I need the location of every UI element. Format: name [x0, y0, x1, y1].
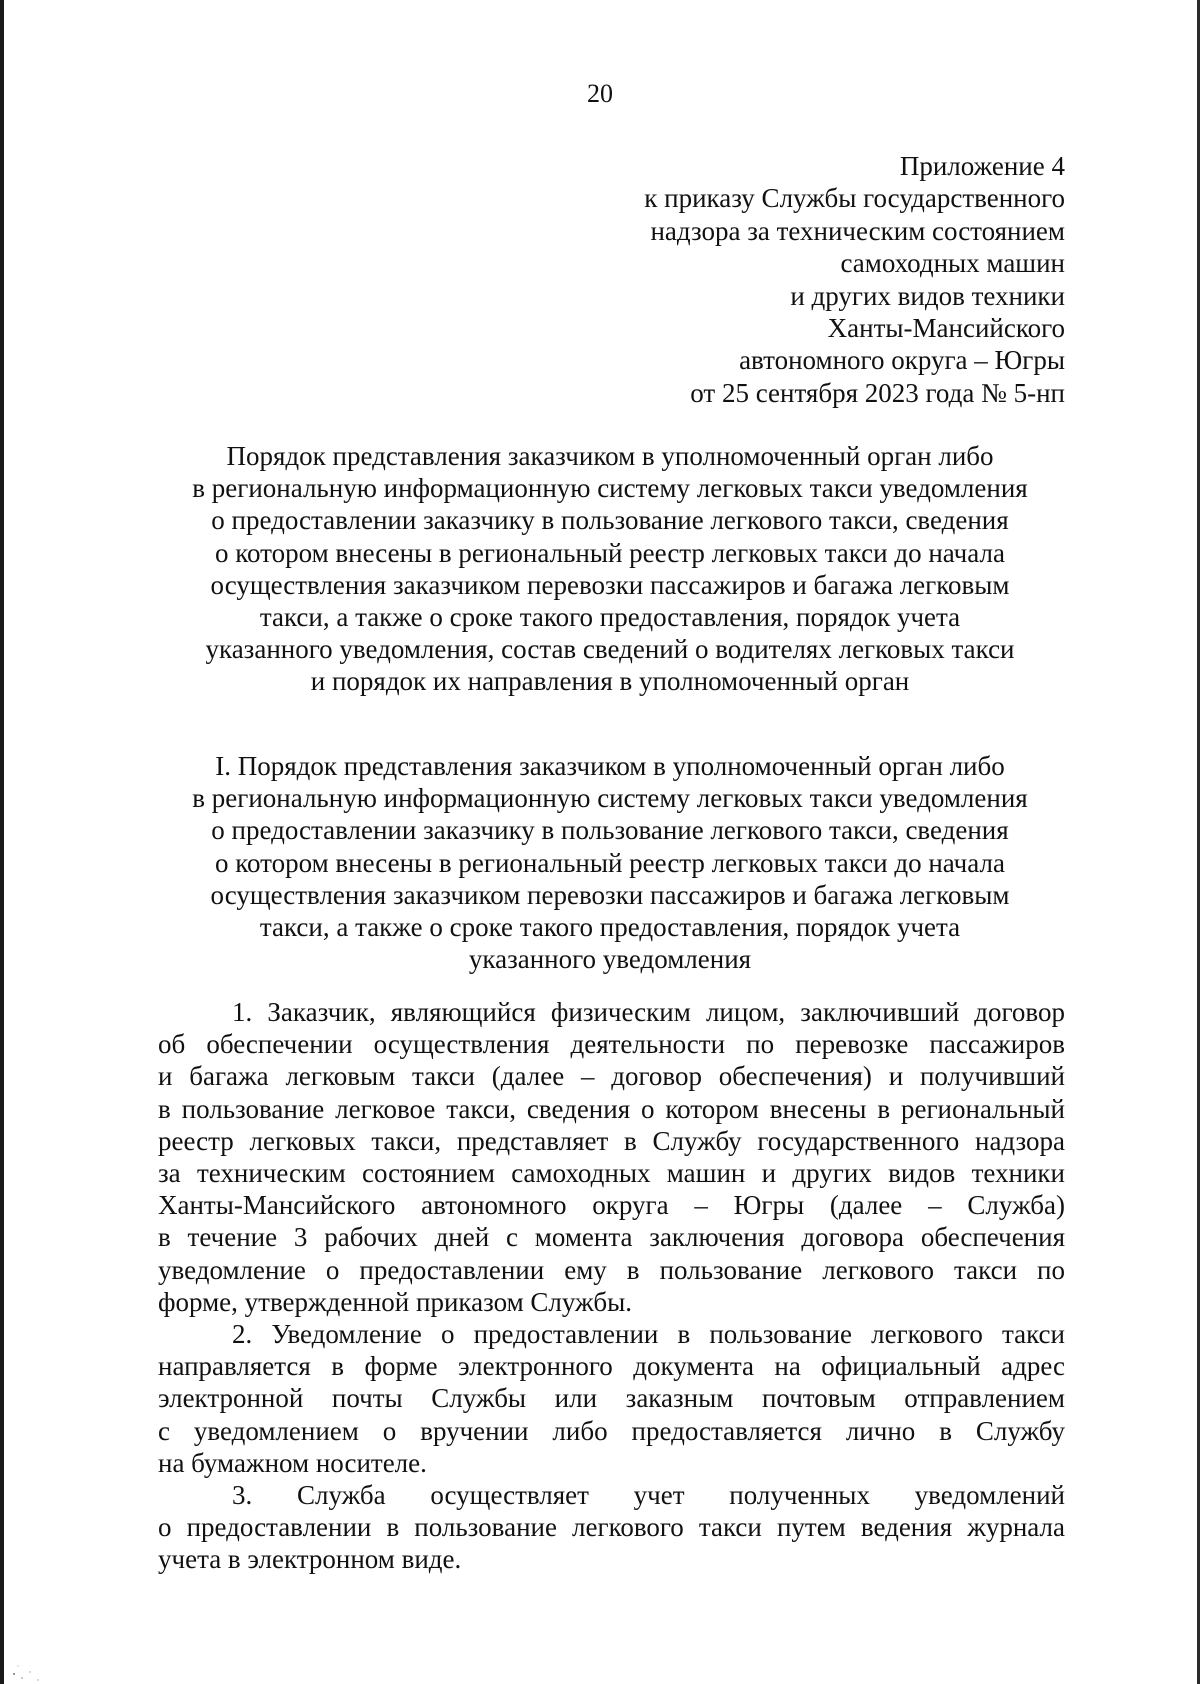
- title-line: в региональную информационную систему легковых такси уведомления: [192, 473, 1028, 504]
- paragraph-line: и багажа легковым такси (далее – договор обеспечения) и получивший: [158, 1061, 1065, 1092]
- paragraph-line: в течение 3 рабочих дней с момента заключения договора обеспечения: [158, 1222, 1065, 1253]
- appendix-line: и других видов техники: [790, 280, 1065, 311]
- paragraph-line: 2. Уведомление о предоставлении в пользование легкового такси: [232, 1319, 1065, 1350]
- paragraph-line: на бумажном носителе.: [158, 1447, 427, 1478]
- page-number: 20: [587, 79, 613, 108]
- paragraph-line: 3. Служба осуществляет учет полученных уведомлений: [232, 1480, 1065, 1511]
- body-text: [158, 996, 1065, 1576]
- section-heading-line: указанного уведомления: [468, 944, 752, 975]
- document-title: [150, 440, 1070, 698]
- paragraph-3: [158, 1479, 1065, 1576]
- paragraph-line: направляется в форме электронного документа на официальный адрес: [158, 1351, 1065, 1382]
- section-heading-line: в региональную информационную систему легковых такси уведомления: [192, 783, 1028, 814]
- paragraph-line: о предоставлении в пользование легкового такси путем ведения журнала: [158, 1512, 1065, 1543]
- paragraph-line: уведомление о предоставлении ему в пользование легкового такси по: [158, 1254, 1065, 1285]
- paragraph-line: об обеспечении осуществления деятельности по перевозке пассажиров: [158, 1029, 1065, 1060]
- paragraph-line: с уведомлением о вручении либо предоставляется лично в Службу: [158, 1415, 1065, 1446]
- section-heading-line: о котором внесены в региональный реестр легковых такси до начала: [215, 847, 1005, 878]
- paragraph-line: электронной почты Службы или заказным почтовым отправлением: [158, 1383, 1065, 1414]
- paragraph-line: учета в электронном виде.: [158, 1544, 462, 1575]
- appendix-line: Ханты-Мансийского: [827, 313, 1065, 344]
- section-heading-line: I. Порядок представления заказчиком в уполномоченный орган либо: [215, 751, 1005, 781]
- appendix-line: самоходных машин: [840, 248, 1065, 279]
- paragraph-line: форме, утвержденной приказом Службы.: [158, 1286, 632, 1317]
- appendix-block: [505, 150, 1065, 409]
- title-line: и порядок их направления в уполномоченный орган: [310, 666, 910, 697]
- paragraph-2: [158, 1318, 1065, 1479]
- paragraph-line: Ханты-Мансийского автономного округа – Югры (далее – Служба): [158, 1190, 1065, 1221]
- title-line: такси, а также о сроке такого предоставления, порядок учета: [259, 602, 961, 633]
- scan-noise: [8, 1644, 68, 1684]
- appendix-line: автономного округа – Югры: [739, 345, 1065, 376]
- paragraph-line: 1. Заказчик, являющийся физическим лицом, заключивший договор: [232, 997, 1065, 1027]
- section-heading-line: такси, а также о сроке такого предоставления, порядок учета: [259, 912, 961, 943]
- title-line: о котором внесены в региональный реестр легковых такси до начала: [215, 537, 1005, 568]
- paragraph-line: в пользование легковое такси, сведения о котором внесены в региональный: [158, 1093, 1065, 1124]
- appendix-line: Приложение 4: [899, 151, 1065, 181]
- paragraph-line: реестр легковых такси, представляет в Службу государственного надзора: [158, 1125, 1065, 1156]
- title-line: указанного уведомления, состав сведений о водителях легковых такси: [205, 634, 1015, 665]
- title-line: о предоставлении заказчику в пользование легкового такси, сведения: [211, 505, 1009, 536]
- appendix-line: к приказу Службы государственного: [644, 183, 1065, 214]
- section-heading: [150, 750, 1070, 975]
- paragraph-1: [158, 996, 1065, 1318]
- title-line: Порядок представления заказчиком в уполномоченный орган либо: [226, 441, 994, 471]
- appendix-line: надзора за техническим состоянием: [650, 215, 1065, 246]
- paragraph-line: за техническим состоянием самоходных машин и других видов техники: [158, 1158, 1065, 1189]
- appendix-line: от 25 сентября 2023 года № 5-нп: [690, 377, 1065, 408]
- section-heading-line: осуществления заказчиком перевозки пассажиров и багажа легковым: [210, 879, 1010, 910]
- section-heading-line: о предоставлении заказчику в пользование легкового такси, сведения: [211, 815, 1009, 846]
- title-line: осуществления заказчиком перевозки пассажиров и багажа легковым: [210, 569, 1010, 600]
- scan-edge-left: [0, 0, 4, 1684]
